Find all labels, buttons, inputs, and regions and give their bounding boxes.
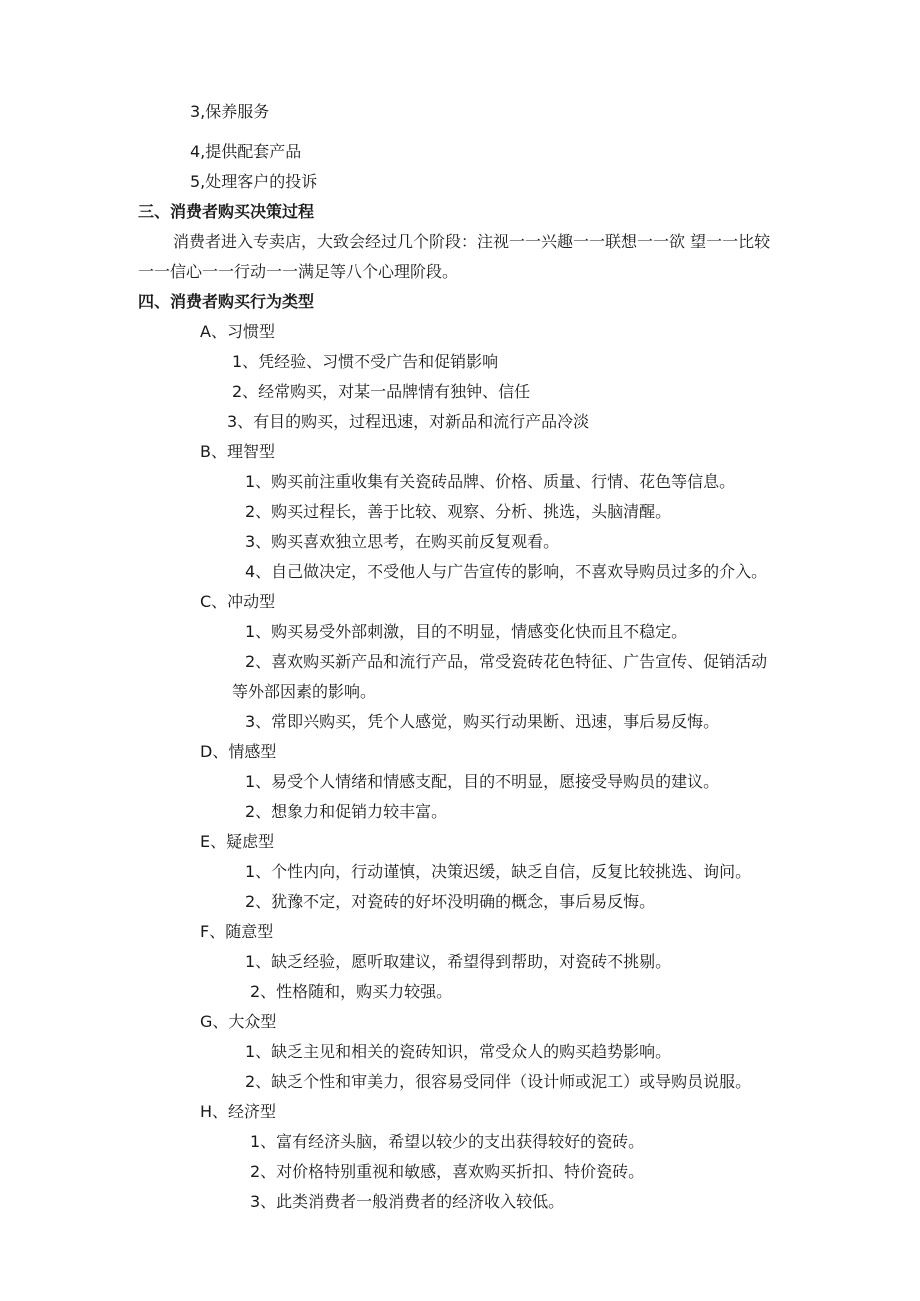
- list-item: 1、购买前注重收集有关瓷砖品牌、价格、质量、行情、花色等信息。: [245, 472, 736, 491]
- list-item: 2、对价格特别重视和敏感，喜欢购买折扣、特价瓷砖。: [250, 1162, 645, 1181]
- list-item: 1、缺乏主见和相关的瓷砖知识，常受众人的购买趋势影响。: [245, 1042, 672, 1061]
- list-item: 1、易受个人情绪和情感支配，目的不明显，愿接受导购员的建议。: [245, 772, 720, 791]
- list-item: 2、喜欢购买新产品和流行产品，常受瓷砖花色特征、广告宣传、促销活动: [245, 652, 768, 671]
- list-item: 2、经常购买，对某一品牌情有独钟、信任: [232, 382, 531, 401]
- list-item: 1、富有经济头脑，希望以较少的支出获得较好的瓷砖。: [250, 1132, 645, 1151]
- section-heading-4: 四、消费者购买行为类型: [138, 292, 315, 311]
- list-item: 1、购买易受外部刺激，目的不明显，情感变化快而且不稳定。: [245, 622, 688, 641]
- service-item-3: 3,保养服务: [190, 102, 270, 121]
- service-item-5: 5,处理客户的投诉: [190, 172, 318, 191]
- type-heading-e: E、疑虑型: [200, 832, 275, 851]
- list-item: 2、想象力和促销力较丰富。: [245, 802, 448, 821]
- list-item: 2、犹豫不定，对瓷砖的好坏没明确的概念，事后易反悔。: [245, 892, 656, 911]
- list-item: 3、此类消费者一般消费者的经济收入较低。: [250, 1192, 565, 1211]
- type-heading-f: F、随意型: [200, 922, 274, 941]
- list-item: 1、缺乏经验，愿听取建议，希望得到帮助，对瓷砖不挑剔。: [245, 952, 672, 971]
- list-item: 2、性格随和，购买力较强。: [250, 982, 453, 1001]
- paragraph-line: 消费者进入专卖店，大致会经过几个阶段：注视一一兴趣一一联想一一欲 望一一比较: [173, 232, 771, 251]
- type-heading-g: G、大众型: [200, 1012, 277, 1031]
- list-item: 1、个性内向，行动谨慎，决策迟缓，缺乏自信，反复比较挑选、询问。: [245, 862, 752, 881]
- paragraph-line: 一一信心一一行动一一满足等八个心理阶段。: [138, 262, 459, 281]
- type-heading-c: C、冲动型: [200, 592, 276, 611]
- type-heading-d: D、情感型: [200, 742, 277, 761]
- list-item: 1、凭经验、习惯不受广告和促销影响: [232, 352, 499, 371]
- list-item: 3、购买喜欢独立思考，在购买前反复观看。: [245, 532, 560, 551]
- list-item: 4、自己做决定，不受他人与广告宣传的影响，不喜欢导购员过多的介入。: [245, 562, 768, 581]
- section-heading-3: 三、消费者购买决策过程: [138, 202, 315, 221]
- type-heading-b: B、理智型: [200, 442, 275, 461]
- type-heading-a: A、习惯型: [200, 322, 275, 341]
- type-heading-h: H、经济型: [200, 1102, 277, 1121]
- list-item-continuation: 等外部因素的影响。: [232, 682, 377, 701]
- service-item-4: 4,提供配套产品: [190, 142, 302, 161]
- list-item: 2、缺乏个性和审美力，很容易受同伴（设计师或泥工）或导购员说服。: [245, 1072, 752, 1091]
- list-item: 3、有目的购买，过程迅速，对新品和流行产品冷淡: [227, 412, 590, 431]
- list-item: 3、常即兴购买，凭个人感觉，购买行动果断、迅速，事后易反悔。: [245, 712, 720, 731]
- list-item: 2、购买过程长，善于比较、观察、分析、挑选，头脑清醒。: [245, 502, 672, 521]
